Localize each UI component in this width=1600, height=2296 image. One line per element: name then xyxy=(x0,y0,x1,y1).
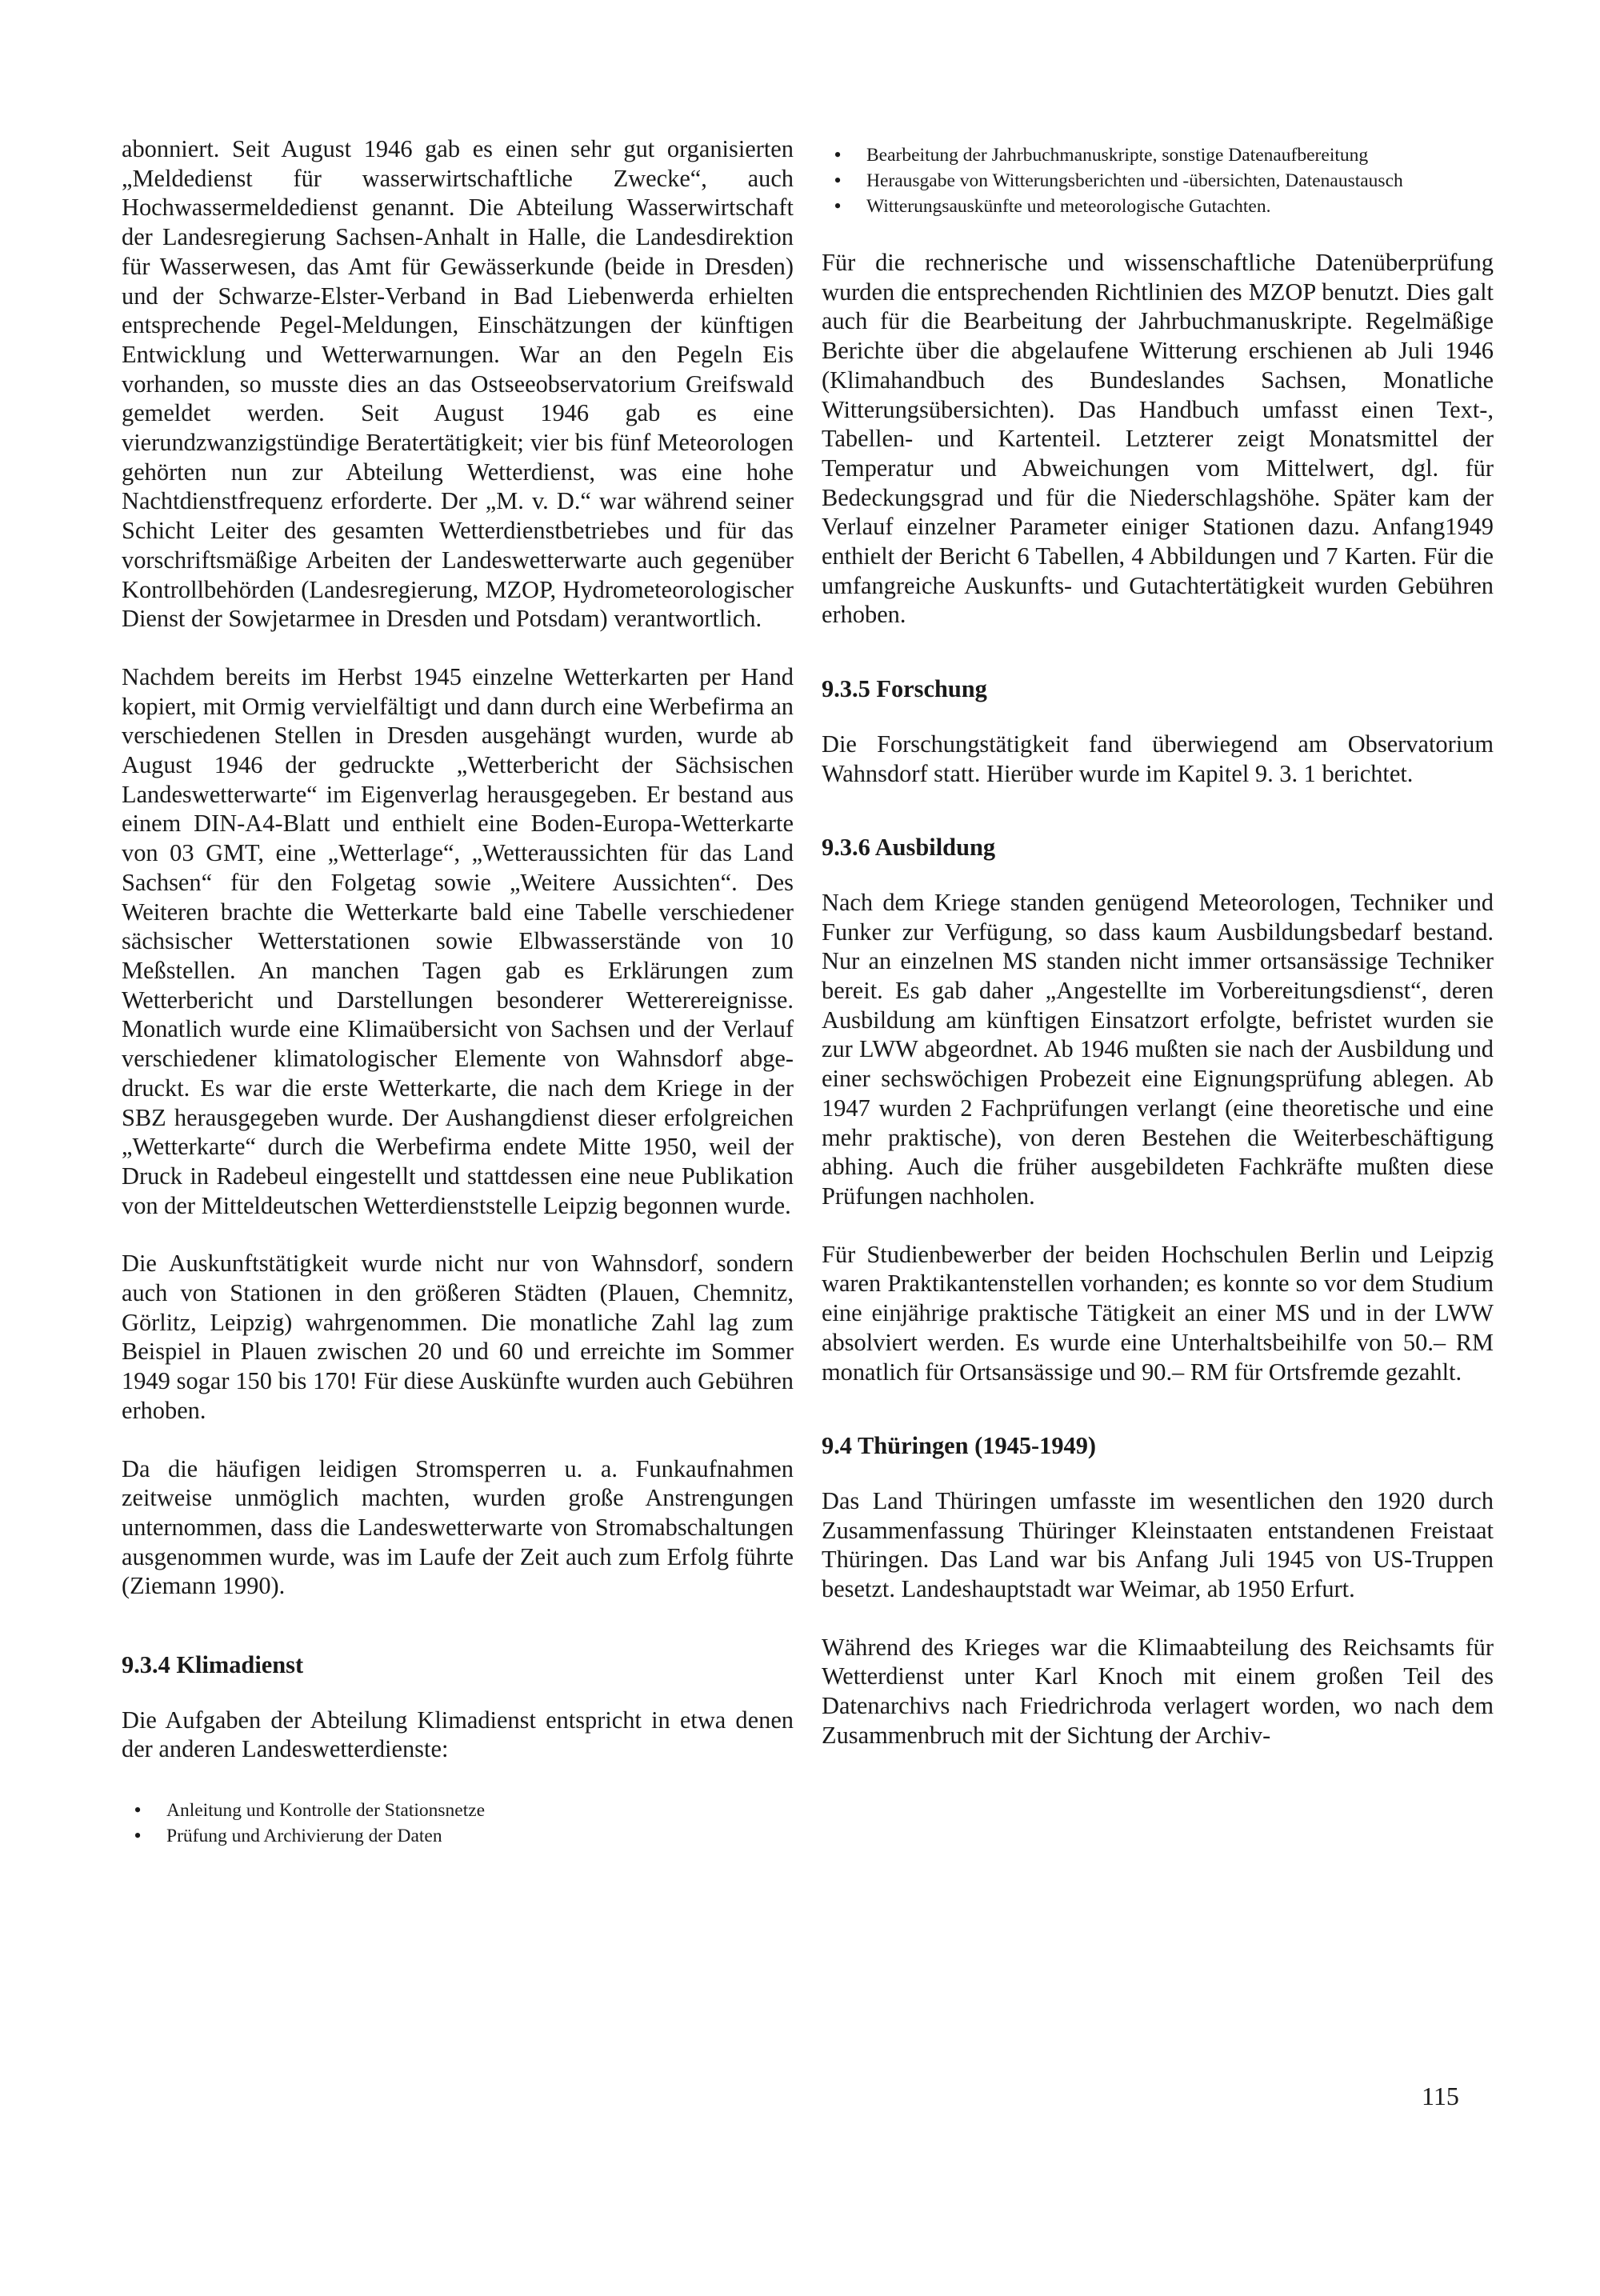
klimadienst-task-list-part-1 xyxy=(122,1798,794,1849)
heading-forschung: 9.3.5 Forschung xyxy=(822,675,987,703)
heading-ausbildung: 9.3.6 Ausbildung xyxy=(822,834,996,862)
left-column xyxy=(122,134,794,1849)
bullet-icon: • xyxy=(834,143,842,166)
paragraph-datenueberpruefung: Für die rechnerische und wissenschaftliche Datenüberprüfung wurden die entsprechenden Richtlinien des MZOP benutzt. Dies galt auch für die Bearbeitung der Jahrbuchmanuskripte. Regelmäßige Berichte über die abgelaufene Witterung erschienen ab Juli 1946 (Klimahandbuch des Bundeslandes Sachsen, Monatliche Witterungsübersichten). Das Handbuch umfasst einen Text-, Tabellen- und Kartenteil. Letzterer zeigt Monatsmittel der Temperatur und Abweichungen vom Mittelwert, dgl. für Bedeckungsgrad und für die Niederschlagshöhe. Später kam der Verlauf einzelner Parameter einiger Stationen dazu. Anfang1949 enthielt der Bericht 6 Tabellen, 4 Abbildungen und 7 Karten. Für die umfangreiche Auskunfts- und Gutachtertätigkeit wurden Gebühren erhoben. xyxy=(822,249,1494,629)
list-item-text: Herausgabe von Witterungsberichten und -übersichten, Datenaustausch xyxy=(866,170,1403,191)
list-item xyxy=(822,194,1494,219)
right-column xyxy=(822,134,1494,1750)
list-item-text: Prüfung und Archivierung der Daten xyxy=(166,1826,442,1847)
list-item-text: Witterungsauskünfte und meteorologische Gutachten. xyxy=(866,196,1271,217)
bullet-icon: • xyxy=(134,1824,142,1848)
list-item xyxy=(122,1798,794,1823)
paragraph-klimadienst-aufgaben: Die Aufgaben der Abteilung Klimadienst entspricht in etwa denen der anderen Landeswetterdienste: xyxy=(122,1706,794,1763)
list-item xyxy=(822,168,1494,194)
paragraph-stromsperren: Da die häufigen leidigen Stromsperren u. a. Funkaufnahmen zeitweise unmöglich machten, wurden große Anstrengungen unternommen, dass die Landeswetterwarte von Stromabschaltungen ausgenommen wurde, was im Laufe der Zeit auch zum Erfolg führte (Ziemann 1990). xyxy=(122,1454,794,1600)
page-number: 115 xyxy=(1422,2082,1459,2110)
bullet-icon: • xyxy=(834,194,842,218)
list-item xyxy=(122,1823,794,1849)
paragraph-wetterkarte: Nachdem bereits im Herbst 1945 einzelne Wetterkarten per Hand kopiert, mit Ormig vervielfältigt und dann durch eine Werbefirma an verschiedenen Stellen in Dresden ausgehängt wurden, wurde ab August 1946 der gedruckte „Wetterbericht der Sächsischen Landeswetterwarte“ im Eigenverlag herausgegeben. Er bestand aus einem DIN-A4-Blatt und enthielt eine Boden-Europa-Wetterkarte von 03 GMT, eine „Wetterlage“, „Wetteraussichten für das Land Sachsen“ für den Folgetag sowie „Weitere Aussichten“. Des Weiteren brachte die Wetterkarte bald eine Tabelle verschiedener sächsischer Wetterstationen sowie Elbwasserstände von 10 Meßstellen. An manchen Tagen gab es Erklärungen zum Wetterbericht und Darstellungen besonderer Wetterereignisse. Monatlich wurde eine Klimaübersicht von Sachsen und der Verlauf verschiedener klimatologischer Elemente von Wahnsdorf abgedruckt. Es war die erste Wetterkarte, die nach dem Kriege in der SBZ herausgegeben wurde. Der Aushangdienst dieser erfolgreichen „Wetterkarte“ durch die Werbefirma endete Mitte 1950, weil der Druck in Radebeul eingestellt und stattdessen eine neue Publikation von der Mitteldeutschen Wetterdienststelle Leipzig begonnen wurde. xyxy=(122,662,794,1219)
bullet-icon: • xyxy=(134,1798,142,1822)
paragraph-auskunftstaetigkeit: Die Auskunftstätigkeit wurde nicht nur von Wahnsdorf, sondern auch von Stationen in den größeren Städten (Plauen, Chemnitz, Görlitz, Leipzig) wahrgenommen. Die monatliche Zahl lag zum Beispiel in Plauen zwischen 20 und 60 und erreichte im Sommer 1949 sogar 150 bis 170! Für diese Auskünfte wurden auch Gebühren erhoben. xyxy=(122,1250,794,1424)
heading-thueringen: 9.4 Thüringen (1945-1949) xyxy=(822,1432,1097,1460)
paragraph-forschung: Die Forschungstätigkeit fand überwiegend am Observatorium Wahnsdorf statt. Hierüber wurde im Kapitel 9. 3. 1 berichtet. xyxy=(822,730,1494,787)
heading-klimadienst: 9.3.4 Klimadienst xyxy=(122,1651,304,1679)
paragraph-land-thueringen: Das Land Thüringen umfasste im wesentlichen den 1920 durch Zusammenfassung Thüringer Kleinstaaten entstandenen Freistaat Thüringen. Das Land war bis Anfang Juli 1945 von US-Truppen besetzt. Landeshauptstadt war Weimar, ab 1950 Erfurt. xyxy=(822,1486,1494,1603)
paragraph-klimaabteilung: Während des Krieges war die Klimaabteilung des Reichsamts für Wetterdienst unter Karl Knoch mit einem großen Teil des Datenarchivs nach Friedrichroda verlagert worden, wo nach dem Zusammenbruch mit der Sichtung der Archiv- xyxy=(822,1633,1494,1749)
list-item-text: Bearbeitung der Jahrbuchmanuskripte, sonstige Datenaufbereitung xyxy=(866,145,1369,166)
list-item xyxy=(822,142,1494,168)
paragraph-ausbildung: Nach dem Kriege standen genügend Meteorologen, Techniker und Funker zur Verfügung, so dass kaum Ausbildungsbedarf bestand. Nur an einzelnen MS standen nicht immer ortsansässige Techniker bereit. Es gab daher „Angestellte im Vorbereitungsdienst“, deren Ausbildung am künftigen Einsatzort erfolgte, befristet wurden sie zur LWW abgeordnet. Ab 1946 mußten sie nach der Ausbildung und einer sechswöchigen Probezeit eine Eignungsprüfung ablegen. Ab 1947 wurden 2 Fachprüfungen verlangt (eine theoretische und eine mehr praktische), von deren Bestehen die Weiterbeschäftigung abhing. Auch die früher ausgebildeten Fachkräfte mußten diese Prüfungen nachholen. xyxy=(822,888,1494,1210)
paragraph-meldedienst: abonniert. Seit August 1946 gab es einen sehr gut organisierten „Meldedienst für wasserwirtschaftliche Zwecke“, auch Hochwassermeldedienst genannt. Die Abteilung Wasserwirtschaft der Landesregierung Sachsen-Anhalt in Halle, die Landesdirektion für Wasserwesen, das Amt für Gewässerkunde (beide in Dresden) und der Schwarze-Elster-Verband in Bad Liebenwerda erhielten entsprechende Pegel-Meldungen, Einschätzungen der künftigen Entwicklung und Wetterwarnungen. War an den Pegeln Eis vorhanden, so musste dies an das Ostseeobservatorium Greifswald gemeldet werden. Seit August 1946 gab es eine vierundzwanzigstündige Beratertätigkeit; vier bis fünf Meteorologen gehörten nun zur Abteilung Wetterdienst, was eine hohe Nachtdienstfrequenz erforderte. Der „M. v. D.“ war während seiner Schicht Leiter des gesamten Wetterdienstbetriebes und für das vorschriftsmäßige Arbeiten der Landeswetterwarte auch gegenüber Kontrollbehörden (Landesregierung, MZOP, Hydrometeorologischer Dienst der Sowjetarmee in Dresden und Potsdam) verantwortlich. xyxy=(122,135,794,633)
klimadienst-task-list-part-2 xyxy=(822,142,1494,219)
paragraph-studienbewerber: Für Studienbewerber der beiden Hochschulen Berlin und Leipzig waren Praktikantenstellen vorhanden; es konnte so vor dem Studium eine einjährige praktische Tätigkeit an einer MS und in der LWW absolviert werden. Es wurde eine Unterhaltsbeihilfe von 50.– RM monatlich für Ortsansässige und 90.– RM für Ortsfremde gezahlt. xyxy=(822,1240,1494,1386)
bullet-icon: • xyxy=(834,169,842,192)
list-item-text: Anleitung und Kontrolle der Stationsnetze xyxy=(166,1800,486,1822)
